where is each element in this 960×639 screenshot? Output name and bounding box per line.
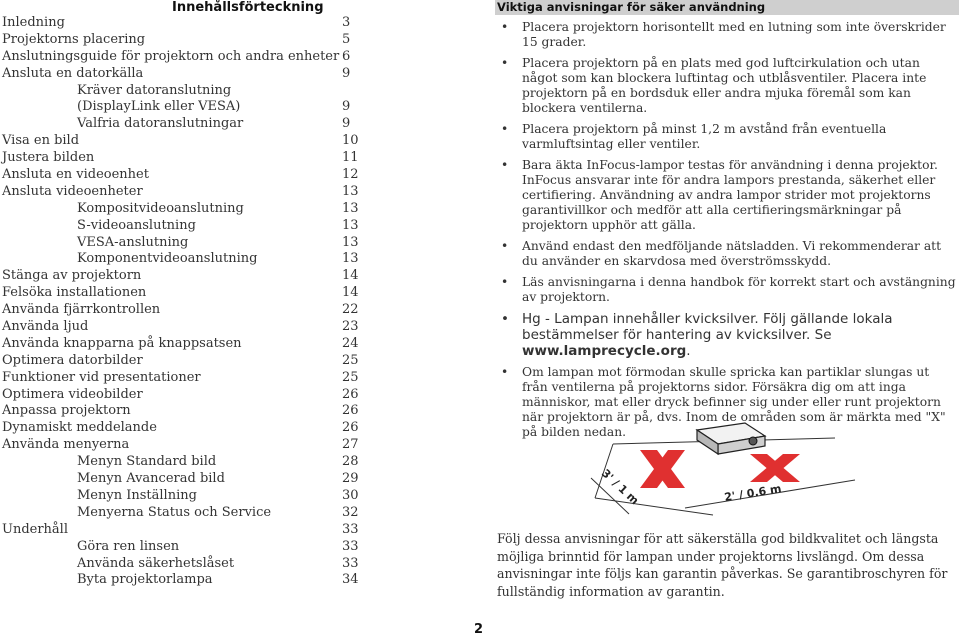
hazard-x-right-icon xyxy=(750,454,800,482)
bullet-text: Placera projektorn på en plats med god luftcirkulation och utan något som kan blockera luftintag och utblåsventiler. Placera inte projektorn på en bordsduk eller andra mjuka föremål som kan blockera ventilerna. xyxy=(522,56,927,115)
toc-entry-label: Göra ren linsen xyxy=(77,538,180,554)
toc-entry[interactable] xyxy=(0,99,360,116)
bullet-text: Bara äkta InFocus-lampor testas för användning i denna projektor. InFocus ansvarar inte för andra lampors prestanda, säkerhet eller certifiering. Användning av andra lampor strider mot projektorns garantivillkor och medför att alla certifieringsmärkningar på projektorn upphör att gälla. xyxy=(522,158,938,232)
toc-entry[interactable] xyxy=(0,336,360,353)
bullet-icon: • xyxy=(501,311,509,327)
toc-entry-page: 34 xyxy=(342,572,359,588)
toc-entry[interactable] xyxy=(0,420,360,437)
toc-entry-label: Optimera datorbilder xyxy=(2,352,143,368)
toc-entry-page: 28 xyxy=(342,454,359,470)
toc-entry-page: 5 xyxy=(342,31,351,47)
toc-entry-label: Valfria datoranslutningar xyxy=(77,116,244,132)
toc-entry-page: 13 xyxy=(342,183,359,199)
toc-entry-page: 23 xyxy=(342,319,359,335)
toc-entry-page: 13 xyxy=(342,251,359,267)
toc-entry-page: 25 xyxy=(342,352,359,368)
toc-entry-page: 25 xyxy=(342,369,359,385)
toc-entry-label: Ansluta en videoenhet xyxy=(2,167,149,183)
toc-entry-label: Menyerna Status och Service xyxy=(77,504,272,520)
bullet-text: Läs anvisningarna i denna handbok för korrekt start och avstängning av projektorn. xyxy=(522,275,956,304)
bullet-text: Placera projektorn horisontellt med en lutning som inte överskrider 15 grader. xyxy=(522,20,946,49)
safety-bullet-list xyxy=(497,20,957,446)
toc-entry[interactable] xyxy=(0,319,360,336)
safety-bullet xyxy=(497,56,957,116)
toc-entry-label: Ansluta videoenheter xyxy=(2,183,143,199)
toc-entry-label: Kräver datoranslutning xyxy=(77,82,232,98)
toc-entry[interactable] xyxy=(0,403,360,420)
front-distance-label: 2' / 0.6 m xyxy=(723,482,783,504)
bullet-text: Använd endast den medföljande nätsladden. Vi rekommenderar att du använder en skarvdosa med överströmsskydd. xyxy=(522,239,942,268)
toc-entry-page: 13 xyxy=(342,217,359,233)
toc-entry[interactable] xyxy=(0,15,360,32)
toc-entry-label: Anslutningsguide för projektorn och andra enheter xyxy=(2,48,340,64)
toc-entry[interactable] xyxy=(0,556,360,573)
bullet-icon: • xyxy=(501,20,509,34)
toc-entry-label: Använda knapparna på knappsatsen xyxy=(2,335,242,351)
toc-entry-label: Kompositvideoanslutning xyxy=(77,200,244,216)
toc-entry[interactable] xyxy=(0,539,360,556)
toc-entry-label: Visa en bild xyxy=(2,133,80,149)
toc-entry[interactable] xyxy=(0,83,360,100)
toc-entry[interactable] xyxy=(0,201,360,218)
toc-entry-page: 6 xyxy=(342,48,351,64)
page-number: 2 xyxy=(474,622,484,637)
toc-entry-label: Menyn Avancerad bild xyxy=(77,471,225,487)
toc-entry[interactable] xyxy=(0,133,360,150)
toc-entry[interactable] xyxy=(0,167,360,184)
safety-bullet xyxy=(497,158,957,233)
toc-list xyxy=(0,15,360,589)
safety-bullet-mercury xyxy=(497,311,957,359)
toc-entry-label: Optimera videobilder xyxy=(2,386,143,402)
toc-entry-page: 29 xyxy=(342,471,359,487)
toc-entry-label: Dynamiskt meddelande xyxy=(2,420,157,436)
safety-bullet xyxy=(497,275,957,305)
toc-entry-label: Projektorns placering xyxy=(2,31,146,47)
safety-bullet xyxy=(497,122,957,152)
toc-entry-label: Underhåll xyxy=(2,521,68,537)
toc-entry-label: Stänga av projektorn xyxy=(2,268,142,284)
projector-icon xyxy=(697,423,765,454)
toc-entry-page: 9 xyxy=(342,116,351,132)
bullet-text: Om lampan mot förmodan skulle spricka kan partiklar slungas ut från ventilerna på projektorns sidor. Försäkra dig om att inga människor, mat eller dryck befinner sig under eller runt projektorn när projektorn är på, dvs. Inom de områden som är märkta med "X" på bilden nedan. xyxy=(522,365,946,439)
toc-entry-page: 33 xyxy=(342,555,359,571)
toc-entry-page: 9 xyxy=(342,99,351,115)
toc-entry-page: 14 xyxy=(342,268,359,284)
toc-entry[interactable] xyxy=(0,285,360,302)
toc-entry[interactable] xyxy=(0,572,360,589)
toc-entry[interactable] xyxy=(0,471,360,488)
safety-bullet xyxy=(497,20,957,50)
toc-entry[interactable] xyxy=(0,116,360,133)
toc-entry-label: Justera bilden xyxy=(2,150,95,166)
toc-entry[interactable] xyxy=(0,522,360,539)
toc-entry-label: Komponentvideoanslutning xyxy=(77,251,258,267)
safety-bullet xyxy=(497,239,957,269)
toc-entry-page: 13 xyxy=(342,200,359,216)
toc-entry[interactable] xyxy=(0,353,360,370)
toc-entry-label: Menyn Inställning xyxy=(77,487,197,503)
toc-entry-page: 33 xyxy=(342,538,359,554)
toc-entry[interactable] xyxy=(0,184,360,201)
toc-entry[interactable] xyxy=(0,251,360,268)
bullet-text: Hg - Lampan innehåller kvicksilver. Följ gällande lokala bestämmelser för hantering av kvicksilver. Se xyxy=(522,311,893,343)
toc-title: Innehållsförteckning xyxy=(172,0,324,15)
toc-entry-label: Använda ljud xyxy=(2,319,89,335)
bullet-text: Placera projektorn på minst 1,2 m avstånd från eventuella varmluftsintag eller ventiler. xyxy=(522,122,887,151)
toc-entry-page: 11 xyxy=(342,150,359,166)
toc-entry[interactable] xyxy=(0,49,360,66)
toc-entry-page: 26 xyxy=(342,386,359,402)
toc-entry-page: 12 xyxy=(342,167,359,183)
toc-entry-page: 26 xyxy=(342,420,359,436)
toc-entry-page: 13 xyxy=(342,234,359,250)
toc-entry[interactable] xyxy=(0,235,360,252)
bullet-icon: • xyxy=(501,365,509,379)
bullet-icon: • xyxy=(501,122,509,136)
toc-entry-label: Inledning xyxy=(2,15,65,30)
toc-entry-page: 10 xyxy=(342,133,359,149)
toc-entry-page: 30 xyxy=(342,487,359,503)
toc-entry[interactable] xyxy=(0,387,360,404)
lamprecycle-link[interactable]: www.lamprecycle.org xyxy=(522,343,687,359)
toc-entry-label: Använda fjärrkontrollen xyxy=(2,302,161,318)
toc-entry[interactable] xyxy=(0,488,360,505)
toc-entry[interactable] xyxy=(0,437,360,454)
toc-entry-label: Använda säkerhetslåset xyxy=(77,555,235,571)
toc-entry[interactable] xyxy=(0,32,360,49)
toc-entry[interactable] xyxy=(0,66,360,83)
toc-entry[interactable] xyxy=(0,302,360,319)
toc-entry-page: 24 xyxy=(342,335,359,351)
toc-entry-page: 14 xyxy=(342,285,359,301)
toc-entry[interactable] xyxy=(0,454,360,471)
side-distance-label: 3' / 1 m xyxy=(598,466,642,508)
toc-entry[interactable] xyxy=(0,370,360,387)
toc-entry-page: 33 xyxy=(342,521,359,537)
toc-entry[interactable] xyxy=(0,268,360,285)
toc-entry-page: 32 xyxy=(342,504,359,520)
toc-entry-label: Ansluta en datorkälla xyxy=(2,65,144,81)
toc-entry-label: Använda menyerna xyxy=(2,437,130,453)
bullet-icon: • xyxy=(501,56,509,70)
toc-entry-page: 22 xyxy=(342,302,359,318)
toc-entry-page: 9 xyxy=(342,65,351,81)
toc-entry-page: 26 xyxy=(342,403,359,419)
toc-entry-page: 3 xyxy=(342,15,351,30)
toc-entry-label: (DisplayLink eller VESA) xyxy=(77,99,241,115)
warranty-paragraph: Följ dessa anvisningar för att säkerställa god bildkvalitet och längsta möjliga brinntid för lampan under projektorns livslängd. Om dessa anvisningar inte följs kan garantin påverkas. Se garantibroschyren för fullständig information av garantin. xyxy=(497,531,948,599)
bullet-icon: • xyxy=(501,275,509,289)
toc-entry-label: Byta projektorlampa xyxy=(77,572,213,588)
hazard-x-left-icon xyxy=(640,450,685,488)
bullet-icon: • xyxy=(501,239,509,253)
toc-entry-label: Felsöka installationen xyxy=(2,285,147,301)
safety-heading: Viktiga anvisningar för säker användning xyxy=(495,0,959,15)
toc-entry[interactable] xyxy=(0,505,360,522)
toc-entry-label: Anpassa projektorn xyxy=(2,403,131,419)
bullet-text-end: . xyxy=(686,343,691,359)
toc-entry-label: S-videoanslutning xyxy=(77,217,196,233)
projector-hazard-illustration xyxy=(585,418,885,518)
toc-entry-label: Funktioner vid presentationer xyxy=(2,369,201,385)
toc-entry[interactable] xyxy=(0,150,360,167)
toc-entry-label: Menyn Standard bild xyxy=(77,454,217,470)
bullet-icon: • xyxy=(501,158,509,172)
toc-entry-page: 27 xyxy=(342,437,359,453)
toc-entry-label: VESA-anslutning xyxy=(77,234,189,250)
toc-entry[interactable] xyxy=(0,218,360,235)
